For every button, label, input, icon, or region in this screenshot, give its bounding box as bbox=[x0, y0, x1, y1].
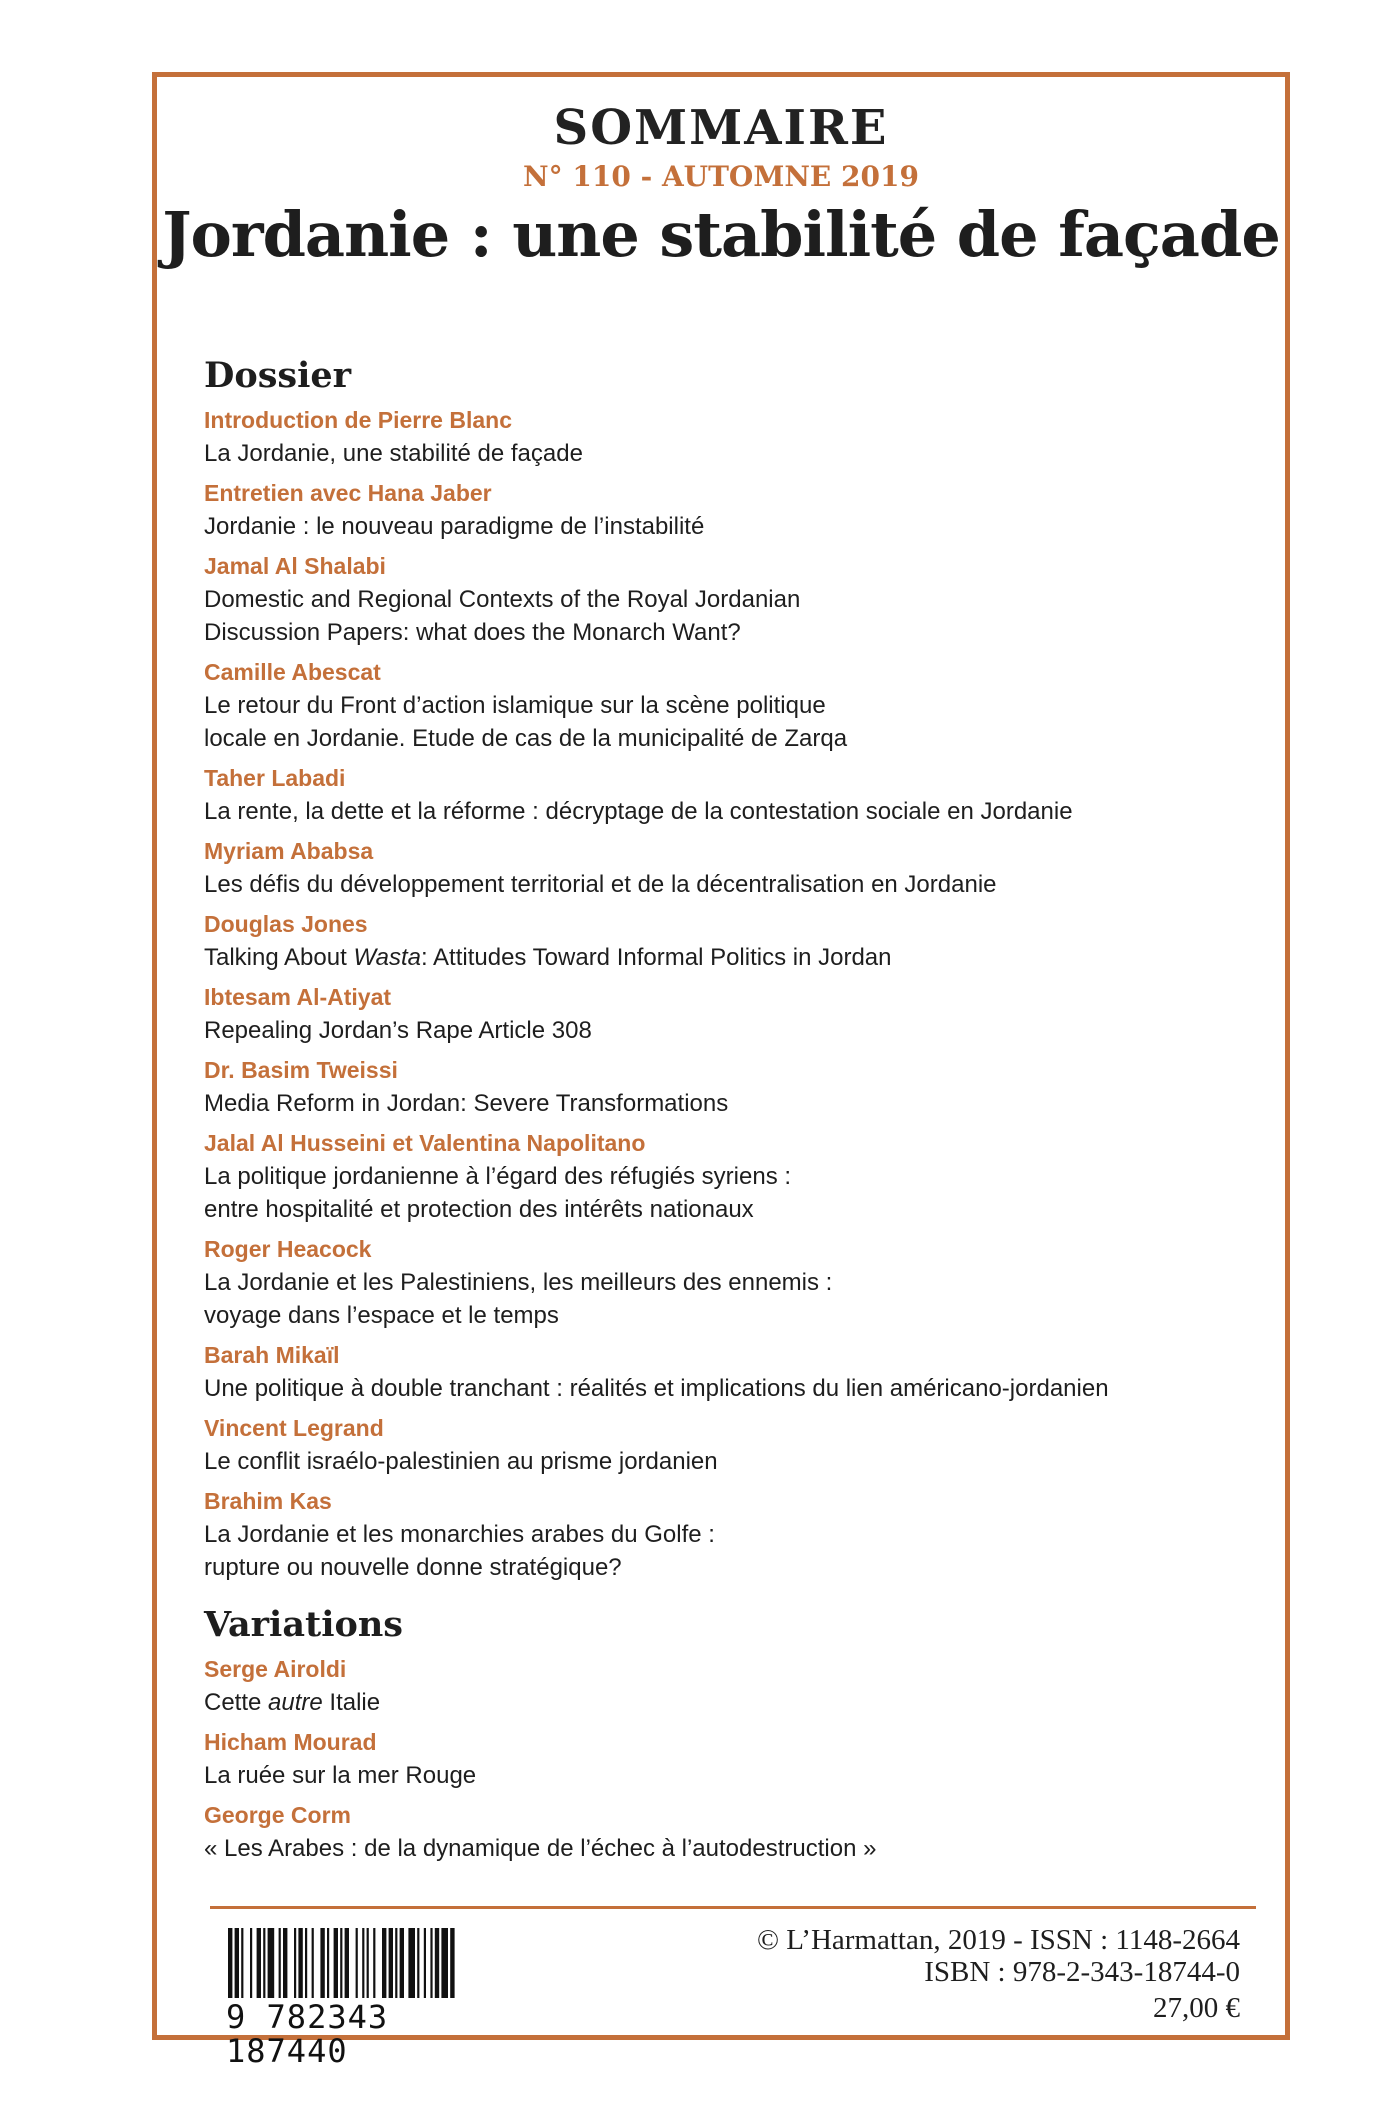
entry-title-italic: autre bbox=[268, 1689, 323, 1716]
barcode-bar bbox=[356, 1928, 358, 1998]
barcode-bar bbox=[430, 1928, 432, 1998]
entry-title bbox=[204, 941, 1264, 974]
sommaire-title: SOMMAIRE bbox=[553, 100, 889, 156]
barcode-bar bbox=[228, 1928, 232, 1998]
barcode-bar bbox=[400, 1928, 404, 1998]
entry-title: La ruée sur la mer Rouge bbox=[204, 1762, 477, 1789]
copyright-issn: © L’Harmattan, 2019 - ISSN : 1148-2664 bbox=[756, 1924, 1240, 1956]
barcode-bar bbox=[320, 1928, 324, 1998]
section-dossier bbox=[204, 355, 1264, 1584]
toc-entry bbox=[204, 1726, 1264, 1792]
toc-entry bbox=[204, 656, 1264, 755]
section-title: Dossier bbox=[204, 355, 352, 396]
entry-title-part: Cette bbox=[204, 1689, 269, 1716]
barcode-bar bbox=[417, 1928, 419, 1998]
entry-title: La politique jordanienne à l’égard des réfugiés syriens : entre hospitalité et protection des intérêts nationaux bbox=[204, 1163, 792, 1223]
entry-title bbox=[204, 1686, 1264, 1719]
toc-entry bbox=[204, 1412, 1264, 1478]
entry-author: Introduction de Pierre Blanc bbox=[204, 407, 512, 433]
issue-theme-title: Jordanie : une stabilité de façade bbox=[162, 198, 1280, 271]
toc-entry bbox=[204, 1485, 1264, 1584]
barcode-bar bbox=[367, 1928, 369, 1998]
toc-entry bbox=[204, 908, 1264, 974]
entry-author: Jalal Al Husseini et Valentina Napolitano bbox=[204, 1130, 646, 1156]
barcode-bar bbox=[441, 1928, 448, 1998]
issue-number: N° 110 - AUTOMNE 2019 bbox=[523, 160, 919, 193]
barcode-bar bbox=[450, 1928, 454, 1998]
toc-entry bbox=[204, 1127, 1264, 1226]
barcode-bar bbox=[305, 1928, 307, 1998]
barcode-bar bbox=[395, 1928, 397, 1998]
entry-author: Roger Heacock bbox=[204, 1236, 372, 1262]
barcode-bar bbox=[327, 1928, 329, 1998]
section-variations bbox=[204, 1604, 1264, 1865]
entry-title: Les défis du développement territorial et de la décentralisation en Jordanie bbox=[204, 871, 997, 898]
entry-title: La Jordanie, une stabilité de façade bbox=[204, 440, 583, 467]
entry-title-part: Talking About bbox=[204, 944, 354, 971]
entry-title: La Jordanie et les monarchies arabes du Golfe : rupture ou nouvelle donne stratégique? bbox=[204, 1521, 715, 1581]
barcode-bar bbox=[294, 1928, 296, 1998]
barcode-bar bbox=[241, 1928, 243, 1998]
barcode-bar bbox=[298, 1928, 302, 1998]
entry-author: Myriam Ababsa bbox=[204, 838, 374, 864]
barcode-bar bbox=[235, 1928, 239, 1998]
price: 27,00 € bbox=[1153, 1992, 1240, 2024]
barcode-bar bbox=[279, 1928, 281, 1998]
entry-title: La rente, la dette et la réforme : décryptage de la contestation sociale en Jordanie bbox=[204, 798, 1073, 825]
entry-author: Vincent Legrand bbox=[204, 1415, 384, 1441]
barcode-number: 9 782343 187440 bbox=[226, 1998, 389, 2070]
barcode-bar bbox=[334, 1928, 338, 1998]
entry-title: Jordanie : le nouveau paradigme de l’instabilité bbox=[204, 513, 705, 540]
barcode-bar bbox=[408, 1928, 415, 1998]
barcode-bar bbox=[250, 1928, 252, 1998]
entry-title: Le retour du Front d’action islamique sur la scène politique locale en Jordanie. Etude de cas de la municipalité de Zarqa bbox=[204, 692, 848, 752]
toc-entry bbox=[204, 1653, 1264, 1719]
toc-entry bbox=[204, 404, 1264, 470]
toc-entry bbox=[204, 762, 1264, 828]
entry-title-italic: Wasta bbox=[353, 944, 422, 971]
entry-author: Serge Airoldi bbox=[204, 1656, 347, 1682]
entry-author: Douglas Jones bbox=[204, 911, 368, 937]
table-of-contents bbox=[204, 355, 1264, 1872]
entry-author: Hicham Mourad bbox=[204, 1729, 377, 1755]
barcode-bar bbox=[345, 1928, 349, 1998]
entry-title: Media Reform in Jordan: Severe Transformations bbox=[204, 1090, 729, 1117]
entry-title: « Les Arabes : de la dynamique de l’échec à l’autodestruction » bbox=[204, 1835, 877, 1862]
entry-author: Brahim Kas bbox=[204, 1488, 332, 1514]
entry-author: Taher Labadi bbox=[204, 765, 346, 791]
barcode-bar bbox=[263, 1928, 265, 1998]
entry-author: Barah Mikaïl bbox=[204, 1342, 340, 1368]
toc-entry bbox=[204, 477, 1264, 543]
barcode-bar bbox=[283, 1928, 287, 1998]
entry-author: Ibtesam Al-Atiyat bbox=[204, 984, 392, 1010]
barcode-bars bbox=[226, 1928, 526, 1998]
barcode-bar bbox=[340, 1928, 342, 1998]
barcode-bar bbox=[435, 1928, 439, 1998]
entry-title: La Jordanie et les Palestiniens, les meilleurs des ennemis : voyage dans l’espace et le temps bbox=[204, 1269, 833, 1329]
isbn-text: ISBN : 978-2-343-18744-0 bbox=[924, 1956, 1240, 1988]
entry-author: George Corm bbox=[204, 1802, 351, 1828]
toc-entry bbox=[204, 1233, 1264, 1332]
entry-title: Le conflit israélo-palestinien au prisme jordanien bbox=[204, 1448, 718, 1475]
entry-title: Domestic and Regional Contexts of the Royal Jordanian Discussion Papers: what does the Monarch Want? bbox=[204, 586, 801, 646]
entry-title-part: Italie bbox=[322, 1689, 381, 1716]
toc-entry bbox=[204, 1799, 1264, 1865]
toc-entry bbox=[204, 981, 1264, 1047]
barcode-bar bbox=[362, 1928, 364, 1998]
toc-entry bbox=[204, 835, 1264, 901]
entry-author: Jamal Al Shalabi bbox=[204, 553, 386, 579]
barcode-bar bbox=[389, 1928, 393, 1998]
barcode-bar bbox=[382, 1928, 386, 1998]
entry-title: Une politique à double tranchant : réalités et implications du lien américano-jordanien bbox=[204, 1375, 1109, 1402]
barcode-bar bbox=[424, 1928, 426, 1998]
entry-title-part: : Attitudes Toward Informal Politics in Jordan bbox=[421, 944, 892, 971]
entry-author: Camille Abescat bbox=[204, 659, 381, 685]
barcode-bar bbox=[257, 1928, 261, 1998]
barcode-bar bbox=[373, 1928, 375, 1998]
toc-entry bbox=[204, 550, 1264, 649]
entry-author: Dr. Basim Tweissi bbox=[204, 1057, 398, 1083]
barcode-bar bbox=[312, 1928, 314, 1998]
section-title: Variations bbox=[204, 1604, 403, 1645]
entry-author: Entretien avec Hana Jaber bbox=[204, 480, 492, 506]
footer-divider bbox=[210, 1906, 1256, 1909]
toc-entry bbox=[204, 1339, 1264, 1405]
toc-entry bbox=[204, 1054, 1264, 1120]
barcode-bar bbox=[268, 1928, 275, 1998]
entry-title: Repealing Jordan’s Rape Article 308 bbox=[204, 1017, 592, 1044]
isbn-barcode bbox=[226, 1928, 526, 2070]
